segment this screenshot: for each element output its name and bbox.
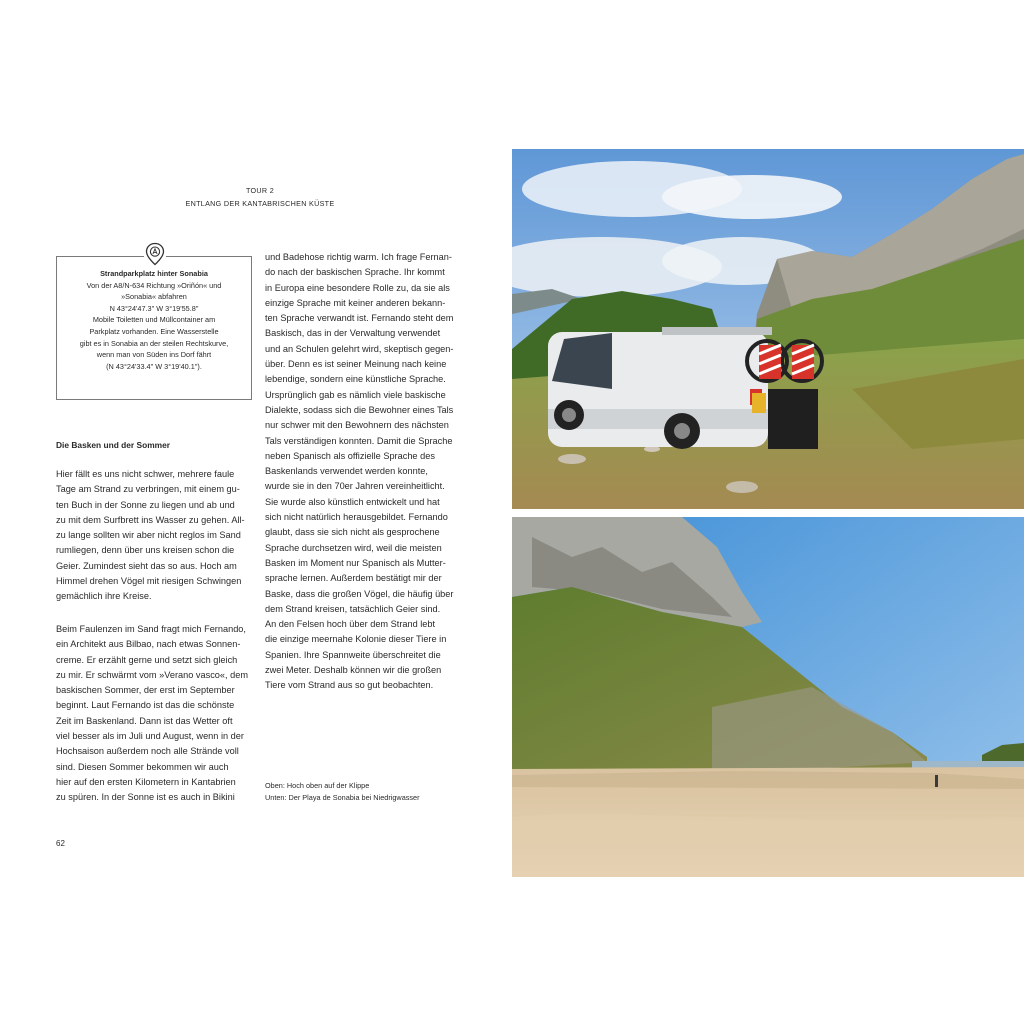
text-line: Ursprünglich gab es nämlich viele baskische bbox=[265, 389, 446, 400]
photo-playa-de-sonabia bbox=[512, 517, 1024, 877]
tour-subtitle: ENTLANG DER KANTABRISCHEN KÜSTE bbox=[185, 199, 335, 208]
text-line: sich nicht natürlich herausgebildet. Fernando bbox=[265, 512, 448, 523]
text-line: Baskenlands verwendet werden konnte, bbox=[265, 466, 428, 477]
text-line: einzige Sprache mit keiner anderen bekann- bbox=[265, 297, 446, 308]
text-line: Dialekte, sodass sich die Bewohner eines Tals bbox=[265, 404, 454, 415]
text-line: glaubt, dass sie sich nicht als gesprochene bbox=[265, 527, 440, 538]
text-line: creme. Er erzählt gerne und setzt sich gleich bbox=[56, 654, 238, 665]
text-line: sind. Diesen Sommer bekommen wir auch bbox=[56, 761, 229, 772]
text-line: Geier. Zumindest sieht das so aus. Hoch am bbox=[56, 560, 237, 571]
text-line: Baske, dass die großen Vögel, die häufig über bbox=[265, 588, 454, 599]
parking-info-box bbox=[56, 256, 252, 400]
info-box-body bbox=[57, 280, 251, 373]
text-line: do nach der baskischen Sprache. Ihr kommt bbox=[265, 267, 445, 278]
info-box-line: Von der A8/N-634 Richtung »Oriñón« und bbox=[86, 280, 222, 290]
text-line: Beim Faulenzen im Sand fragt mich Fernando, bbox=[56, 624, 246, 634]
text-line: zu lange sollten wir aber nicht reglos im Sand bbox=[56, 530, 241, 541]
text-line: Sie wurde also künstlich entwickelt und hat bbox=[265, 496, 440, 507]
body-column-1-para-2 bbox=[56, 622, 248, 806]
caption-bottom: Unten: Der Playa de Sonabia bei Niedrigwasser bbox=[265, 793, 420, 802]
text-line: ein Architekt aus Bilbao, nach etwas Sonnen- bbox=[56, 639, 241, 650]
text-line: An den Felsen hoch über dem Strand lebt bbox=[265, 619, 436, 630]
section-heading: Die Basken und der Sommer bbox=[56, 440, 171, 450]
photo-captions bbox=[265, 780, 420, 804]
text-line: über. Denn es ist seiner Meinung nach keine bbox=[265, 359, 447, 370]
text-line: hier auf den ersten Kilometern in Kantabrien bbox=[56, 776, 236, 787]
info-box-line: gibt es in Sonabia an der steilen Rechtskurve, bbox=[79, 338, 229, 348]
text-line: zu spüren. In der Sonne ist es auch in Bikini bbox=[56, 792, 235, 803]
text-line: Zeit im Baskenland. Dann ist das Wetter oft bbox=[56, 715, 233, 726]
tour-label: TOUR 2 bbox=[245, 186, 275, 195]
info-box-line: »Sonabia« abfahren bbox=[121, 292, 187, 302]
text-line: Hochsaison außerdem noch alle Strände voll bbox=[56, 746, 239, 757]
text-line: in Europa eine besondere Rolle zu, da sie als bbox=[265, 282, 450, 293]
text-line: neben Spanisch als offizielle Sprache des bbox=[265, 450, 435, 461]
body-column-2 bbox=[265, 250, 453, 694]
info-box-line: (N 43°24'33.4" W 3°19'40.1"). bbox=[106, 361, 202, 371]
text-line: sprache lernen. Außerdem bestätigt mir der bbox=[265, 573, 442, 584]
text-line: zu mir. Er schwärmt vom »Verano vasco«, dem bbox=[56, 669, 248, 680]
page-number: 62 bbox=[56, 839, 65, 848]
text-line: gemächlich ihre Kreise. bbox=[56, 591, 152, 602]
text-line: Basken im Moment nur Spanisch als Mutter- bbox=[265, 557, 446, 568]
text-line: nur schwer mit den Bewohnern des nächsten bbox=[265, 420, 449, 431]
text-line: Tiere vom Strand aus so gut beobachten. bbox=[265, 680, 434, 691]
caption-top: Oben: Hoch oben auf der Klippe bbox=[265, 781, 370, 790]
text-line: Hier fällt es uns nicht schwer, mehrere faule bbox=[56, 469, 235, 479]
text-line: zwei Meter. Deshalb können wir die großen bbox=[265, 665, 442, 676]
text-line: Spanien. Ihre Spannweite überschreitet die bbox=[265, 649, 441, 660]
text-line: dem Strand kreisen, tatsächlich Geier sind. bbox=[265, 603, 441, 614]
body-column-1-para-1 bbox=[56, 467, 245, 605]
text-line: und an Schulen gelehrt wird, skeptisch gegen- bbox=[265, 343, 454, 354]
text-line: ten Buch in der Sonne zu liegen und ab und bbox=[56, 499, 235, 510]
info-box-line: N 43°24'47.3" W 3°19'55.8" bbox=[109, 303, 199, 313]
text-line: Sprache durchsetzen wird, weil die meisten bbox=[265, 542, 442, 553]
text-line: Tage am Strand zu verbringen, mit einem gu- bbox=[56, 484, 240, 495]
text-line: ten Sprache verwandt ist. Fernando steht dem bbox=[265, 313, 454, 324]
text-line: Tals verständigen konnten. Damit die Sprache bbox=[265, 435, 453, 446]
text-line: lebendige, sondern eine künstliche Sprache. bbox=[265, 374, 446, 385]
map-pin-icon bbox=[144, 242, 166, 266]
text-line: und Badehose richtig warm. Ich frage Fernan- bbox=[265, 252, 452, 262]
info-box-line: wenn man von Süden ins Dorf fährt bbox=[96, 350, 212, 360]
info-box-line: Mobile Toiletten und Müllcontainer am bbox=[92, 315, 216, 325]
info-box-title: Strandparkplatz hinter Sonabia bbox=[100, 269, 208, 278]
text-line: die einzige meernahe Kolonie dieser Tiere in bbox=[265, 634, 447, 645]
photo-van-on-cliff bbox=[512, 149, 1024, 509]
running-header bbox=[160, 184, 360, 210]
text-line: viel besser als im Juli und August, wenn in der bbox=[56, 731, 244, 742]
text-line: baskischen Sommer, der erst im September bbox=[56, 685, 235, 696]
text-line: Himmel drehen Vögel mit riesigen Schwingen bbox=[56, 576, 242, 587]
text-line: Baskisch, das in der Verwaltung verwendet bbox=[265, 328, 441, 339]
text-line: zu mit dem Surfbrett ins Wasser zu gehen. All- bbox=[56, 514, 245, 525]
text-line: beginnt. Laut Fernando ist das die schönste bbox=[56, 700, 235, 711]
info-box-line: Parkplatz vorhanden. Eine Wasserstelle bbox=[89, 326, 219, 336]
text-line: wurde sie in den 70er Jahren vereinheitlicht. bbox=[265, 481, 445, 492]
text-line: rumliegen, denn über uns kreisen schon die bbox=[56, 545, 235, 556]
